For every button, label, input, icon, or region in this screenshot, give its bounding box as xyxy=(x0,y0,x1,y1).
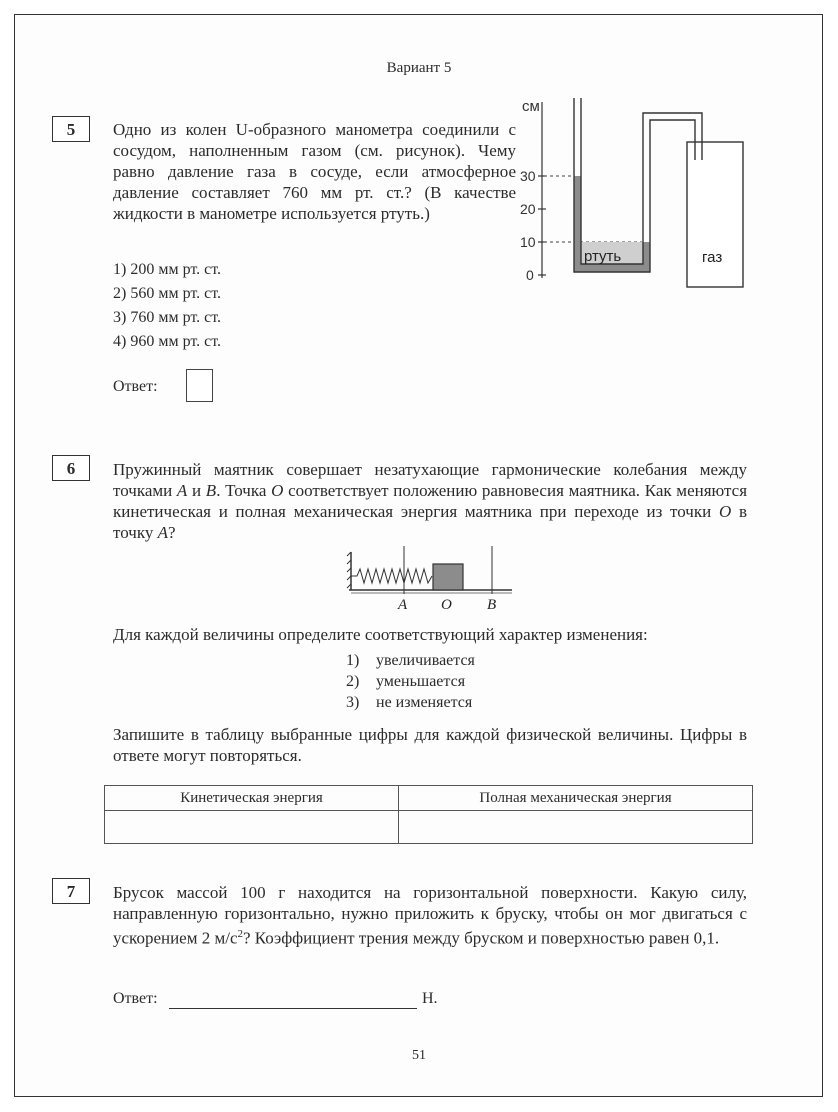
tick-10: 10 xyxy=(520,234,536,250)
question-5-option-2[interactable]: 2) 560 мм рт. ст. xyxy=(113,285,222,302)
question-5-option-1[interactable]: 1) 200 мм рт. ст. xyxy=(113,261,222,278)
question-6-choices xyxy=(346,650,475,713)
question-5-options xyxy=(113,258,221,354)
tick-30: 30 xyxy=(520,168,536,184)
point-B: B xyxy=(487,597,497,613)
choice-1: 1) увеличивается xyxy=(346,652,475,669)
header-total: Полная механическая энергия xyxy=(399,786,753,811)
question-7-text: Брусок массой 100 г находится на горизонтальной поверхности. Какую силу, направленную горизонтально, нужно приложить к бруску, чтобы он мог двигаться с ускорением 2 $м/с^2$? Коэффициент трения между бруском и поверхностью равен 0,1. xyxy=(113,883,747,948)
unit-label: см xyxy=(522,98,540,115)
question-5-option-3[interactable]: 3) 760 мм рт. ст. xyxy=(113,309,222,326)
point-O: O xyxy=(441,597,452,613)
question-7-number: 7 xyxy=(52,878,90,904)
cell-total-answer[interactable] xyxy=(399,811,753,844)
question-7-answer-unit: Н. xyxy=(422,990,438,1007)
spring-pendulum-figure xyxy=(344,542,516,616)
gas-label: газ xyxy=(702,249,723,266)
manometer-figure xyxy=(518,92,754,297)
page-number: 51 xyxy=(412,1048,426,1063)
question-5-answer-label: Ответ: xyxy=(113,378,158,395)
cell-kinetic-answer[interactable] xyxy=(105,811,399,844)
question-5-number: 5 xyxy=(52,116,90,142)
question-6-instruction: Для каждой величины определите соответствующий характер изменения: xyxy=(113,625,648,644)
question-5-answer-box[interactable] xyxy=(186,369,213,402)
question-7-answer-line[interactable] xyxy=(169,1008,417,1009)
tick-20: 20 xyxy=(520,201,536,217)
tick-0: 0 xyxy=(526,267,534,283)
question-5-text: Одно из колен U-образного манометра соединили с сосудом, наполненным газом (см. рисунок). Чему равно давление газа в сосуде, если атмосферное давление составляет 760 мм рт. ст.? (В качестве жидкости в манометре используется ртуть.) xyxy=(113,120,516,223)
question-5-option-4[interactable]: 4) 960 мм рт. ст. xyxy=(113,333,222,350)
answer-table xyxy=(104,785,753,844)
point-A: A xyxy=(398,597,408,613)
mercury-label: ртуть xyxy=(584,248,622,265)
question-6-text: Пружинный маятник совершает незатухающие гармонические колебания между точками A и B. Точка O соответствует положению равновесия маятника. Как меняются кинетическая и полная механическая энергия маятника при переходе из точки O в точку A? xyxy=(113,460,748,542)
question-6-number: 6 xyxy=(52,455,90,481)
choice-2: 2) уменьшается xyxy=(346,673,466,690)
variant-header: Вариант 5 xyxy=(386,60,452,76)
question-6-note: Запишите в таблицу выбранные цифры для каждой физической величины. Цифры в ответе могут повторяться. xyxy=(113,725,747,765)
question-7-answer-label: Ответ: xyxy=(113,990,158,1007)
header-kinetic: Кинетическая энергия xyxy=(105,786,399,811)
choice-3: 3) не изменяется xyxy=(346,694,473,711)
